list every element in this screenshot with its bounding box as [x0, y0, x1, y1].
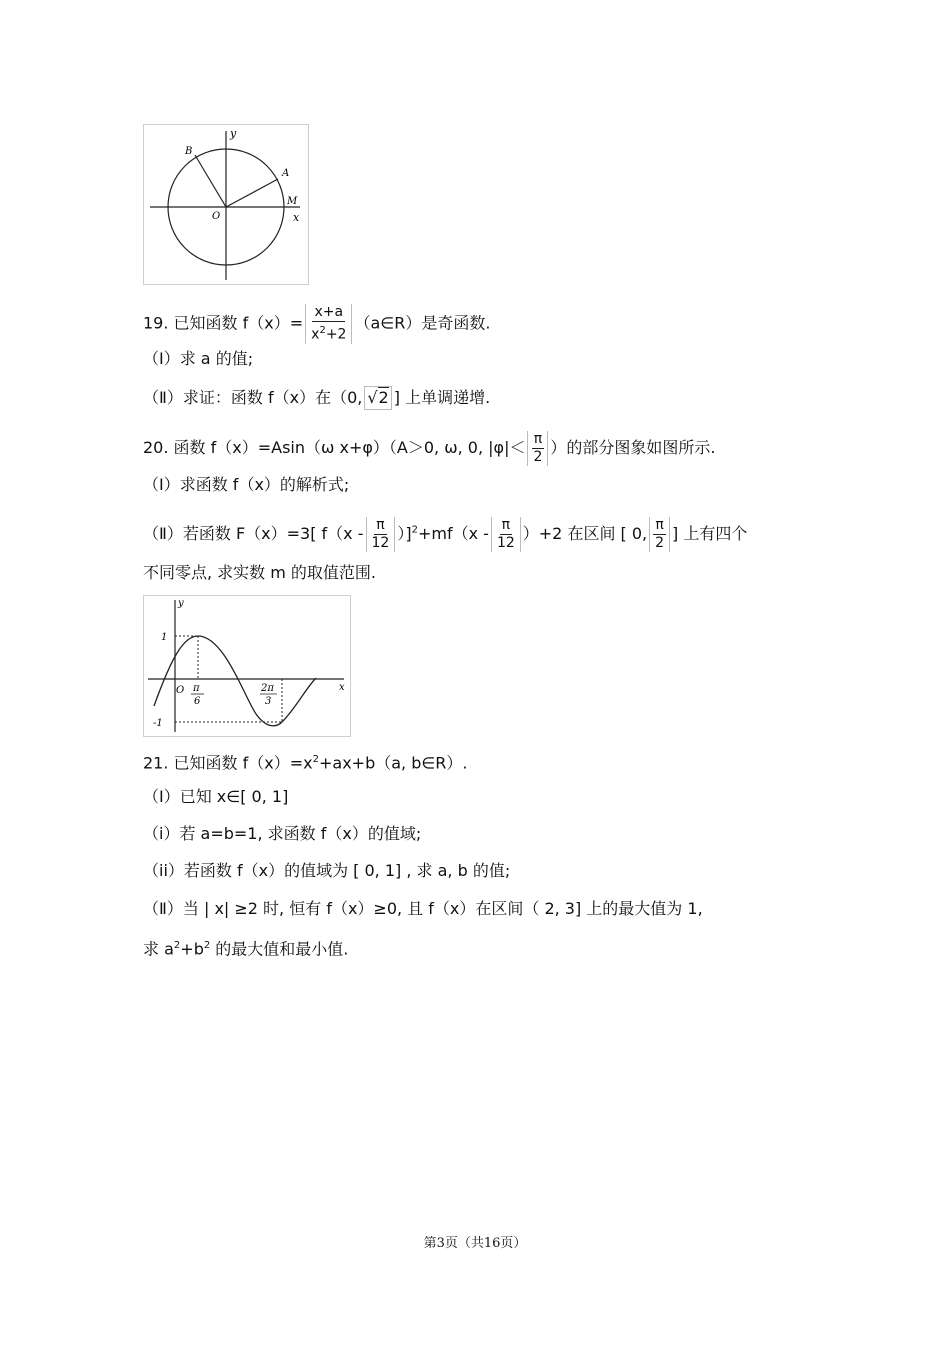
tick-pi6-num: π: [193, 683, 200, 694]
origin-label: O: [176, 685, 185, 696]
q19-frac-num: x+a: [314, 304, 344, 320]
q20-frac-pi-2-b: $\frac{\pi}{2}$: [649, 517, 670, 552]
ray-oa: [226, 179, 278, 207]
sqrt-2: √2: [364, 386, 391, 410]
q19-statement: [143, 304, 490, 344]
q19-tail: （a∈R）是奇函数.: [354, 313, 491, 333]
q20-statement: 20. 函数 f（x）=Asin（ω x+φ）（A＞0, ω, 0, |φ|＜ $\frac{\pi}{2}$ ）的部分图象如图所示.: [143, 431, 716, 465]
tick-2pi3-num: 2π: [261, 683, 274, 694]
tick-2pi3-den: 3: [265, 696, 272, 707]
q19-part2: （Ⅱ）求证：函数 f（x）在（0, √2 ] 上单调递增.: [143, 386, 490, 410]
point-m-label: M: [287, 196, 298, 207]
x-axis-label: x: [339, 682, 345, 693]
q19-lead: 19. 已知函数 f（x）=: [143, 313, 304, 333]
q20-frac-pi-12-a: $\frac{\pi}{12}$: [366, 517, 396, 552]
y-axis-label: y: [178, 598, 184, 609]
q19-part1: （Ⅰ）求 a 的值;: [143, 349, 254, 368]
q21-part2-cont: 求 $a^2+b^2$ 的最大值和最小值.: [143, 939, 349, 959]
sine-curve: [154, 636, 316, 726]
x-axis-label: x: [293, 211, 300, 224]
q19-frac-den: $x^2+2$: [311, 325, 347, 343]
q19-fraction: [305, 304, 352, 344]
unit-circle-figure: [143, 124, 309, 285]
q21-part1-ii: （ii）若函数 f（x）的值域为 [ 0, 1] , 求 a, b 的值;: [143, 861, 511, 880]
q21-part1-i: （i）若 a=b=1, 求函数 f（x）的值域;: [143, 824, 422, 843]
q21-part2: （Ⅱ）当 | x| ≥2 时, 恒有 f（x）≥0, 且 f（x）在区间（ 2, 3] 上的最大值为 1,: [143, 899, 703, 918]
origin-label: O: [212, 211, 221, 222]
q21-part1: （Ⅰ）已知 x∈[ 0, 1]: [143, 787, 289, 806]
tick-1: 1: [161, 632, 168, 643]
tick-neg1: -1: [153, 718, 163, 729]
point-b-label: B: [185, 146, 193, 157]
y-axis-label: y: [230, 127, 237, 140]
q20-frac-pi-2: $\frac{\pi}{2}$: [527, 431, 548, 466]
q20-part2: （Ⅱ）若函数 F（x）=3[ f（x - $\frac{\pi}{12}$ ）]$^2$+mf（x - $\frac{\pi}{12}$ ）+2 在区间 [ 0, $\frac{\pi}{2}$ ] 上有四个: [143, 517, 748, 551]
q20-part2-cont: 不同零点, 求实数 m 的取值范围.: [143, 563, 377, 582]
q20-part1: （Ⅰ）求函数 f（x）的解析式;: [143, 475, 350, 494]
sine-graph-figure: [143, 595, 351, 737]
q21-statement: 21. 已知函数 $f(x)=x^2+ax+b(a$, b∈R）.: [143, 753, 468, 773]
tick-pi6-den: 6: [194, 696, 201, 707]
q20-frac-pi-12-b: $\frac{\pi}{12}$: [491, 517, 521, 552]
ray-ob: [195, 155, 226, 207]
page-footer: 第3页（共16页）: [423, 1236, 527, 1251]
point-a-label: A: [282, 168, 290, 179]
